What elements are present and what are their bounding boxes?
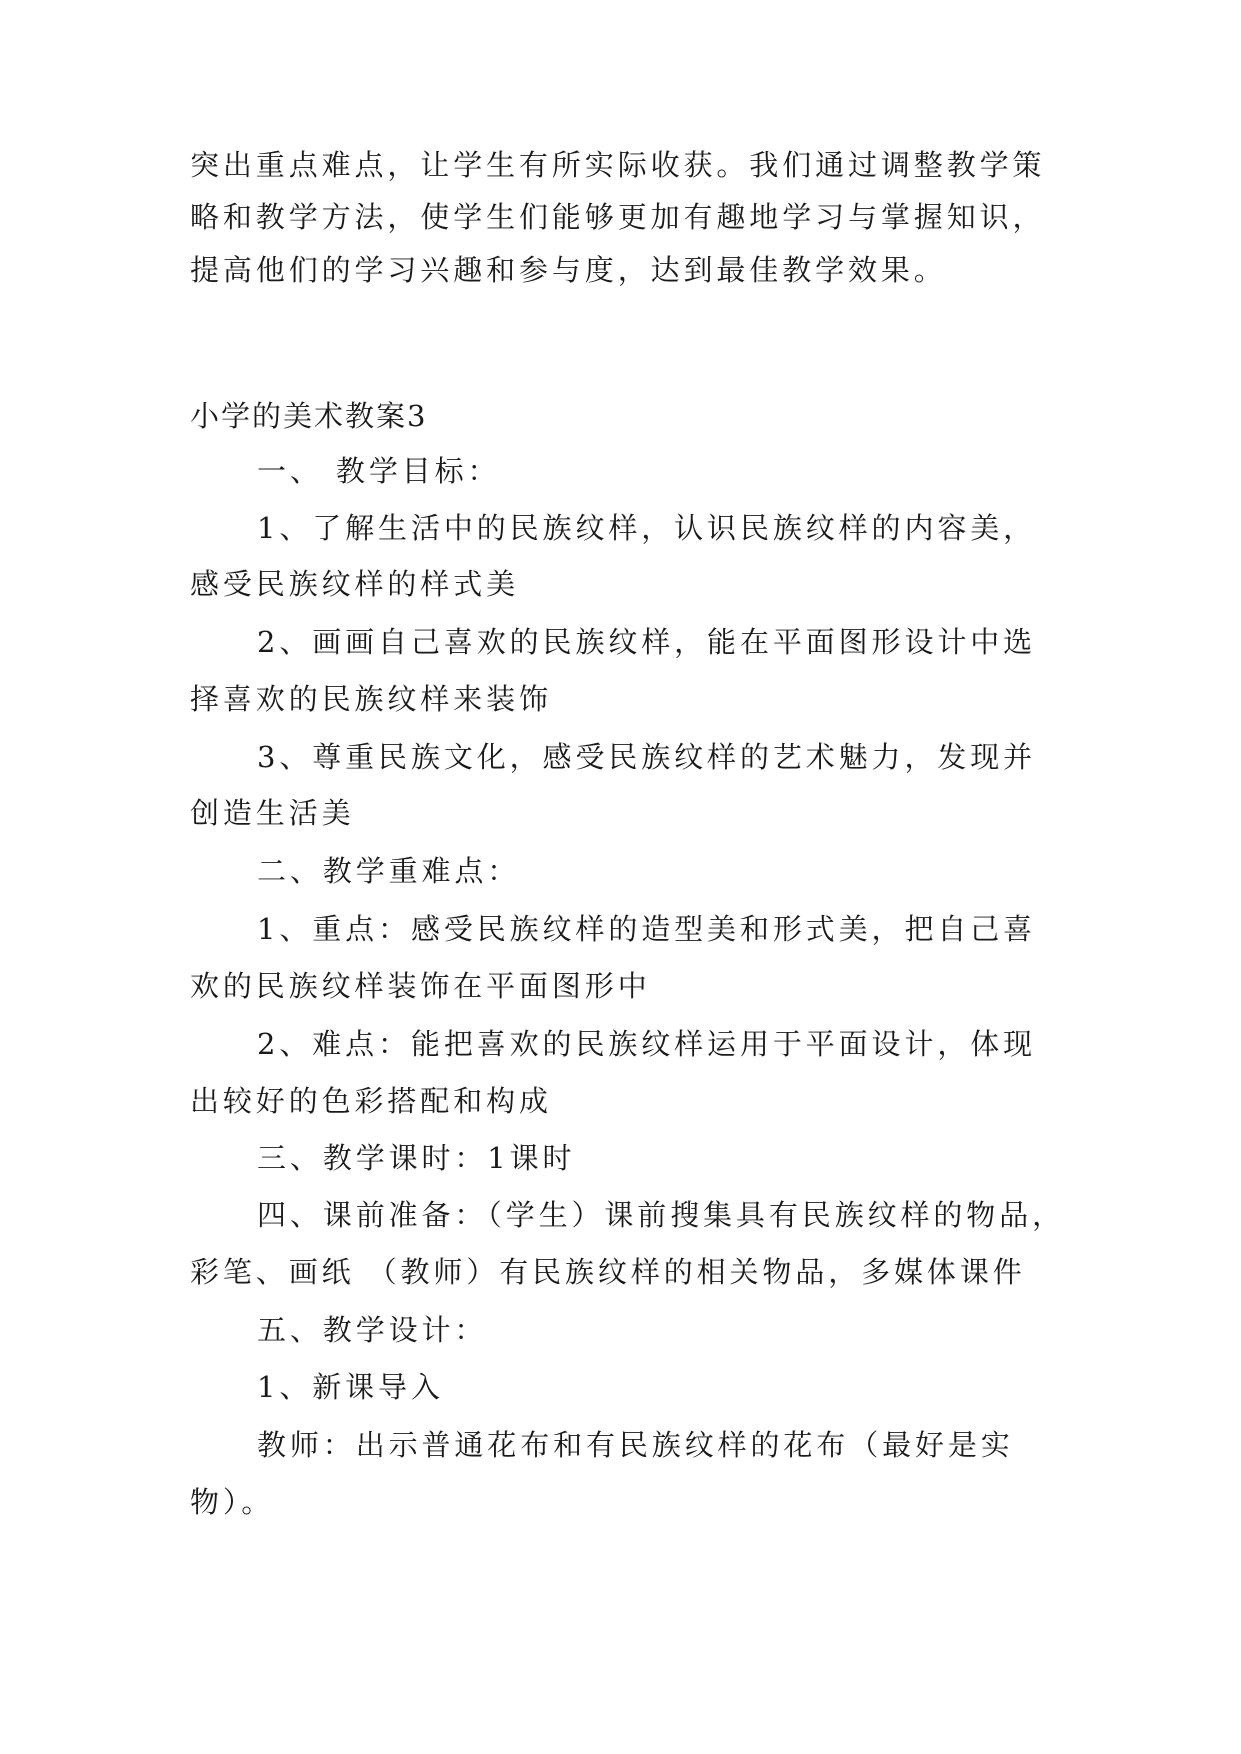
objective-2-line-2: 择喜欢的民族纹样来装饰 bbox=[190, 682, 552, 716]
objective-2-line-1: 2、画画自己喜欢的民族纹样，能在平面图形设计中选 bbox=[257, 625, 1037, 659]
design-heading: 五、教学设计： bbox=[257, 1313, 488, 1347]
teacher-line-1: 教师：出示普通花布和有民族纹样的花布（最好是实 bbox=[257, 1428, 1014, 1462]
objective-3-line-1: 3、尊重民族文化，感受民族纹样的艺术魅力，发现并 bbox=[257, 740, 1037, 774]
class-hours: 三、教学课时：1课时 bbox=[257, 1141, 576, 1175]
key-point-1-line-1: 1、重点：感受民族纹样的造型美和形式美，把自己喜 bbox=[257, 912, 1037, 946]
preparation-line-1: 四、课前准备：（学生）课前搜集具有民族纹样的物品， bbox=[257, 1198, 1066, 1232]
section-title: 小学的美术教案3 bbox=[190, 399, 428, 433]
intro-paragraph-line-3: 提高他们的学习兴趣和参与度，达到最佳教学效果。 bbox=[190, 253, 947, 287]
preparation-line-2: 彩笔、画纸 （教师）有民族纹样的相关物品，多媒体课件 bbox=[190, 1255, 1026, 1289]
objective-1-line-1: 1、了解生活中的民族纹样，认识民族纹样的内容美， bbox=[257, 511, 1037, 545]
objective-3-line-2: 创造生活美 bbox=[190, 796, 355, 830]
key-points-heading: 二、教学重难点： bbox=[257, 854, 521, 888]
teacher-line-2: 物）。 bbox=[190, 1485, 275, 1519]
objectives-heading: 一、 教学目标： bbox=[257, 454, 501, 488]
objective-1-line-2: 感受民族纹样的样式美 bbox=[190, 567, 520, 601]
key-point-2-line-2: 出较好的色彩搭配和构成 bbox=[190, 1084, 552, 1118]
key-point-2-line-1: 2、难点：能把喜欢的民族纹样运用于平面设计，体现 bbox=[257, 1027, 1037, 1061]
intro-paragraph-line-2: 略和教学方法，使学生们能够更加有趣地学习与掌握知识， bbox=[190, 200, 1046, 234]
key-point-1-line-2: 欢的民族纹样装饰在平面图形中 bbox=[190, 969, 651, 1003]
design-step-1: 1、新课导入 bbox=[257, 1370, 444, 1404]
intro-paragraph-line-1: 突出重点难点，让学生有所实际收获。我们通过调整教学策 bbox=[190, 148, 1046, 182]
